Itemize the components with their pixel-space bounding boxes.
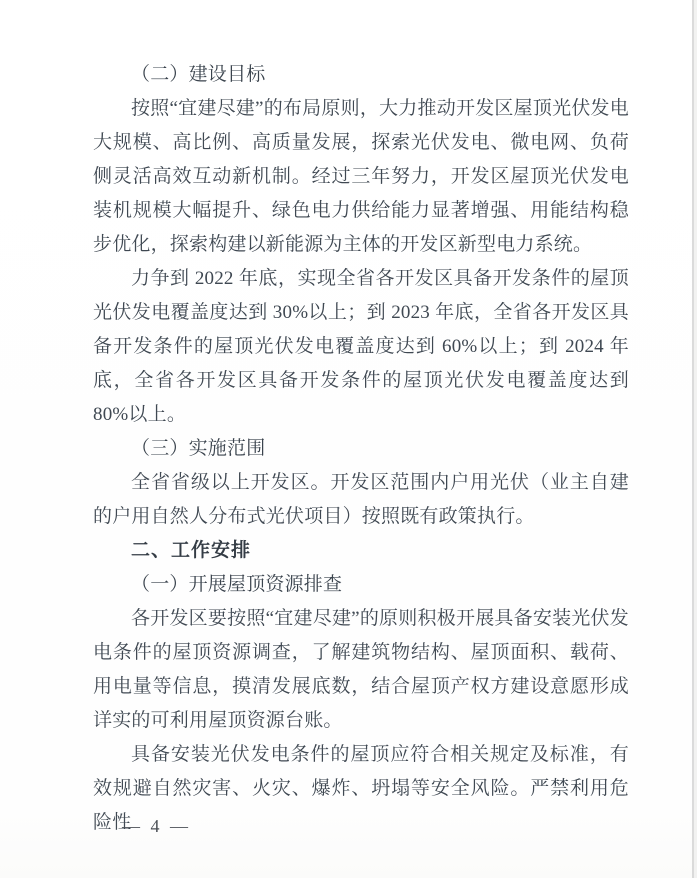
paragraph-layout-principle: 按照“宜建尽建”的布局原则，大力推动开发区屋顶光伏发电大规模、高比例、高质量发展，探索光伏发电、微电网、负荷侧灵活高效互动新机制。经过三年努力，开发区屋顶光伏发电装机规模大幅提升、绿色电力供给能力显著增强、用能结构稳步优化，探索构建以新能源为主体的开发区新型电力系统。 xyxy=(93,98,629,255)
subheading-construction-goals: （二）建设目标 xyxy=(131,64,266,85)
subheading-roof-resource-survey: （一）开展屋顶资源排查 xyxy=(131,574,343,595)
page-number: — 4 — xyxy=(122,816,191,836)
paragraph-safety-requirements: 具备安装光伏发电条件的屋顶应符合相关规定及标准，有效规避自然灾害、火灾、爆炸、坍塌等安全风险。严禁利用危险性 xyxy=(93,744,629,833)
heading-work-arrangement: 二、工作安排 xyxy=(131,540,252,561)
subheading-implementation-scope: （三）实施范围 xyxy=(131,438,266,459)
scan-edge-line xyxy=(692,0,694,878)
document-body xyxy=(93,58,629,840)
paragraph-coverage-targets: 力争到 2022 年底，实现全省各开发区具备开发条件的屋顶光伏发电覆盖度达到 30%以上；到 2023 年底，全省各开发区具备开发条件的屋顶光伏发电覆盖度达到 60%以上；到 2024 年底，全省各开发区具备开发条件的屋顶光伏发电覆盖度达到 80%以上。 xyxy=(93,268,629,425)
paragraph-scope-detail: 全省省级以上开发区。开发区范围内户用光伏（业主自建的户用自然人分布式光伏项目）按照既有政策执行。 xyxy=(93,472,629,527)
paragraph-survey-detail: 各开发区要按照“宜建尽建”的原则积极开展具备安装光伏发电条件的屋顶资源调查，了解建筑物结构、屋顶面积、载荷、用电量等信息，摸清发展底数，结合屋顶产权方建设意愿形成详实的可利用屋顶资源台账。 xyxy=(93,608,629,731)
